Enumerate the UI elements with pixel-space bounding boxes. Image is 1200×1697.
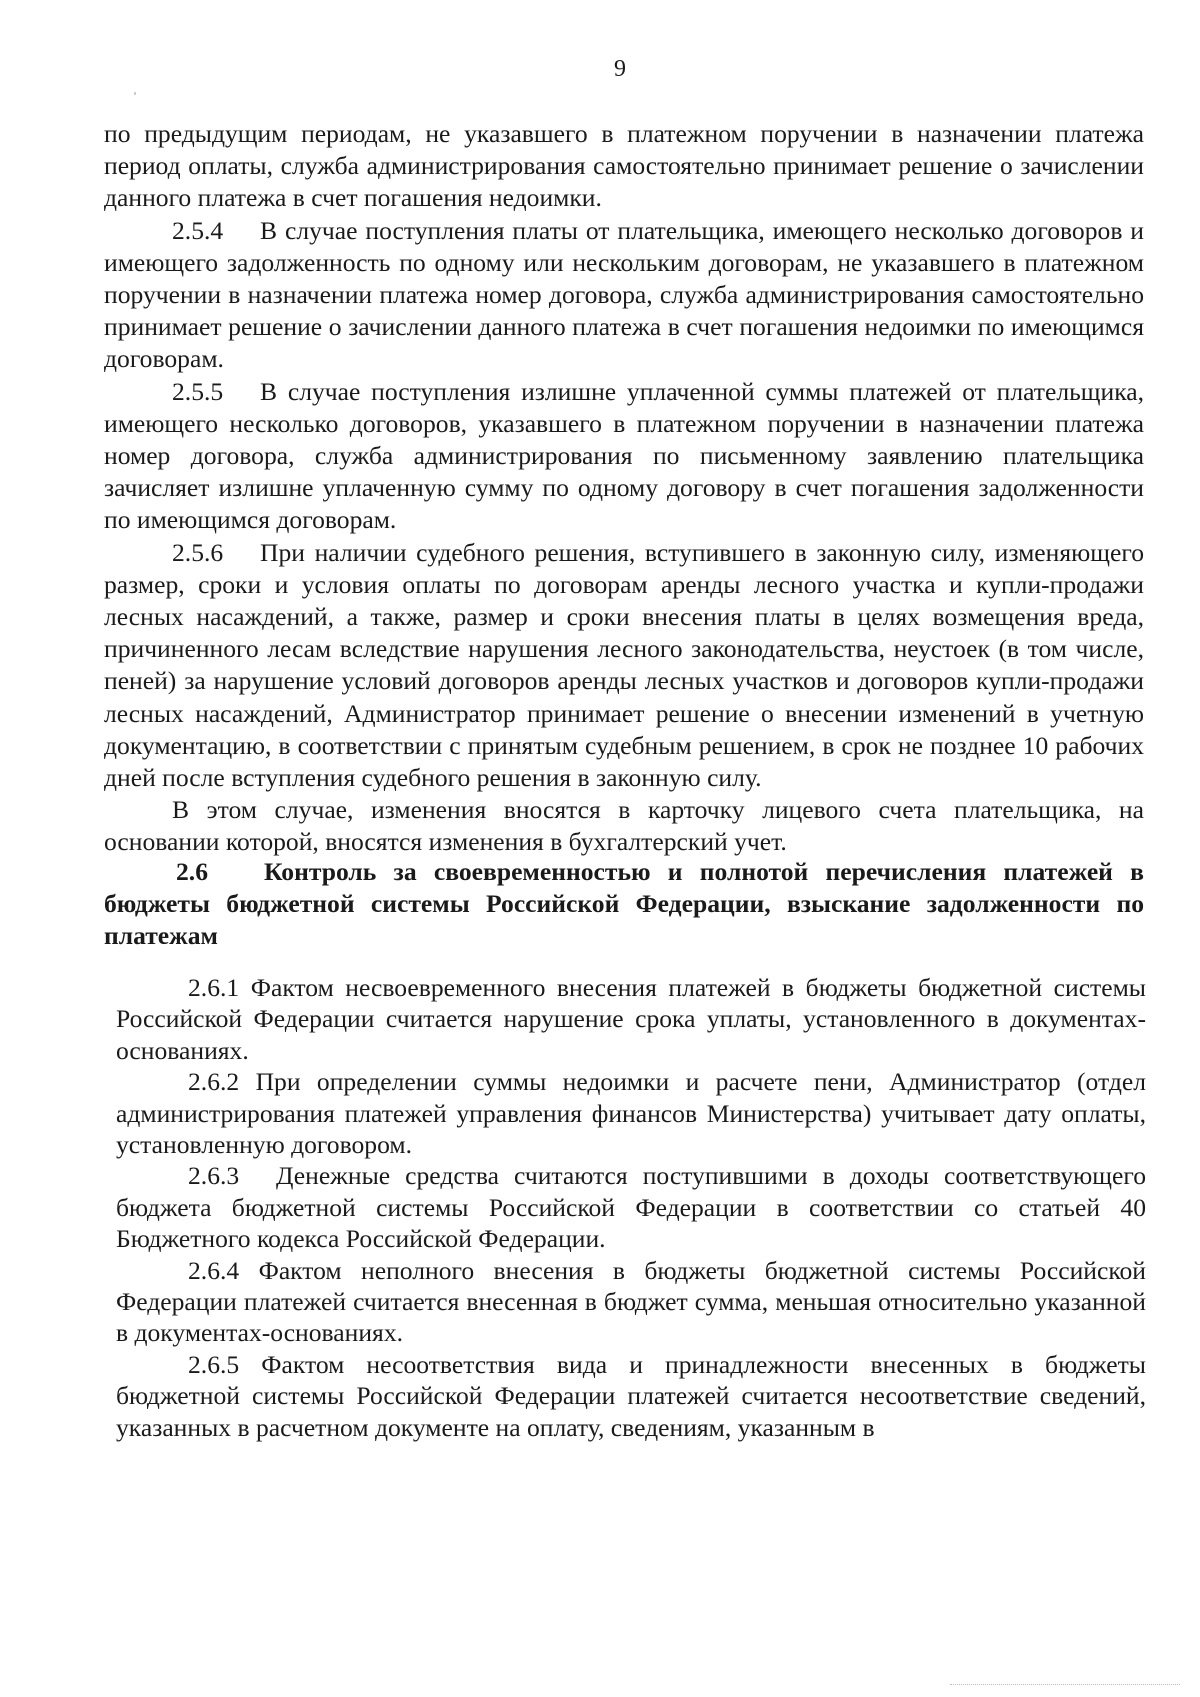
- paragraph-text: При определении суммы недоимки и расчете пени, Администратор (отдел администрирования платежей управления финансов Министерства) учитывает дату оплаты, установленную договором.: [116, 1067, 1146, 1160]
- paragraph-number: 2.6.4: [188, 1255, 240, 1285]
- section-title: Контроль за своевременностью и полнотой перечисления платежей в бюджеты бюджетной системы Российской Федерации, взыскание задолженности по платежам: [104, 857, 1144, 951]
- paragraph-2-5-4: [104, 215, 1144, 376]
- paragraph-number: 2.6.1: [188, 973, 240, 1002]
- paragraph-2-6-5: [116, 1349, 1146, 1443]
- paragraph-text: Денежные средства считаются поступившими в доходы соответствующего бюджета бюджетной системы Российской Федерации в соответствии со статьей 40 Бюджетного кодекса Российской Федерации.: [116, 1161, 1146, 1254]
- paragraph-number: 2.6.5: [188, 1349, 240, 1379]
- paragraph-text: В случае поступления платы от плательщика, имеющего несколько договоров и имеющего задолженность по одному или нескольким договорам, не указавшего в платежном поручении в назначении платежа номер договора, служба администрирования самостоятельно принимает решение о зачислении данного платежа в счет погашения недоимки по имеющимся договорам.: [104, 215, 1144, 374]
- paragraph-number: 2.5.4: [172, 215, 224, 245]
- paragraph-number: 2.6.2: [188, 1067, 240, 1097]
- paragraph-text: При наличии судебного решения, вступившего в законную силу, изменяющего размер, сроки и условия оплаты по договорам аренды лесного участка и купли-продажи лесных насаждений, а также, размер и сроки внесения платы в целях возмещения вреда, причиненного лесам вследствие нарушения лесного законодательства, неустоек (в том числе, пеней) за нарушение условий договоров аренды лесных участков и договоров купли-продажи лесных насаждений, Администратор принимает решение о внесении изменений в учетную документацию, в соответствии с принятым судебным решением, в срок не позднее 10 рабочих дней после вступления судебного решения в законную силу.: [104, 537, 1144, 793]
- paragraph-2-5-5: [104, 376, 1144, 537]
- closing-paragraph: В этом случае, изменения вносятся в карточку лицевого счета плательщика, на основании которой, вносятся изменения в бухгалтерский учет.: [104, 795, 1144, 857]
- paragraph-number: 2.5.5: [172, 376, 224, 406]
- section-2-5-continued: [104, 118, 1144, 859]
- continuation-paragraph: по предыдущим периодам, не указавшего в платежном поручении в назначении платежа период оплаты, служба администрирования самостоятельно принимает решение о зачислении данного платежа в счет погашения недоимки.: [104, 119, 1144, 213]
- paragraph-2-6-2: [116, 1066, 1146, 1160]
- paragraph-text: Фактом неполного внесения в бюджеты бюджетной системы Российской Федерации платежей считается внесенная в бюджет сумма, меньшая относительно указанной в документах-основаниях.: [116, 1255, 1146, 1348]
- paragraph-text: В случае поступления излишне уплаченной суммы платежей от плательщика, имеющего несколько договоров, указавшего в платежном поручении в назначении платежа номер договора, служба администрирования по письменному заявлению плательщика зачисляет излишне уплаченную сумму по одному договору в счет погашения задолженности по имеющимся договорам.: [104, 376, 1144, 535]
- paragraph-number: 2.6.3: [188, 1161, 240, 1191]
- scan-mark: [134, 92, 136, 95]
- bottom-dotted-rule: [950, 1684, 1180, 1685]
- paragraph-text: Фактом несоответствия вида и принадлежности внесенных в бюджеты бюджетной системы Российской Федерации платежей считается несоответствие сведений, указанных в расчетном документе на оплату, сведениям, указанным в: [116, 1349, 1146, 1442]
- section-2-6-heading-block: [104, 856, 1144, 953]
- section-number: 2.6: [176, 857, 208, 886]
- paragraph-2-6-1: [116, 972, 1146, 1066]
- paragraph-2-6-3: [116, 1160, 1146, 1254]
- paragraph-2-5-6: [104, 537, 1144, 795]
- page-number: 9: [614, 56, 626, 82]
- section-2-6-body: [116, 972, 1146, 1443]
- paragraph-number: 2.5.6: [172, 537, 224, 567]
- paragraph-text: Фактом несвоевременного внесения платежей в бюджеты бюджетной системы Российской Федерации считается нарушение срока уплаты, установленного в документах-основаниях.: [116, 973, 1146, 1065]
- paragraph-2-6-4: [116, 1255, 1146, 1349]
- section-heading: [104, 856, 1144, 953]
